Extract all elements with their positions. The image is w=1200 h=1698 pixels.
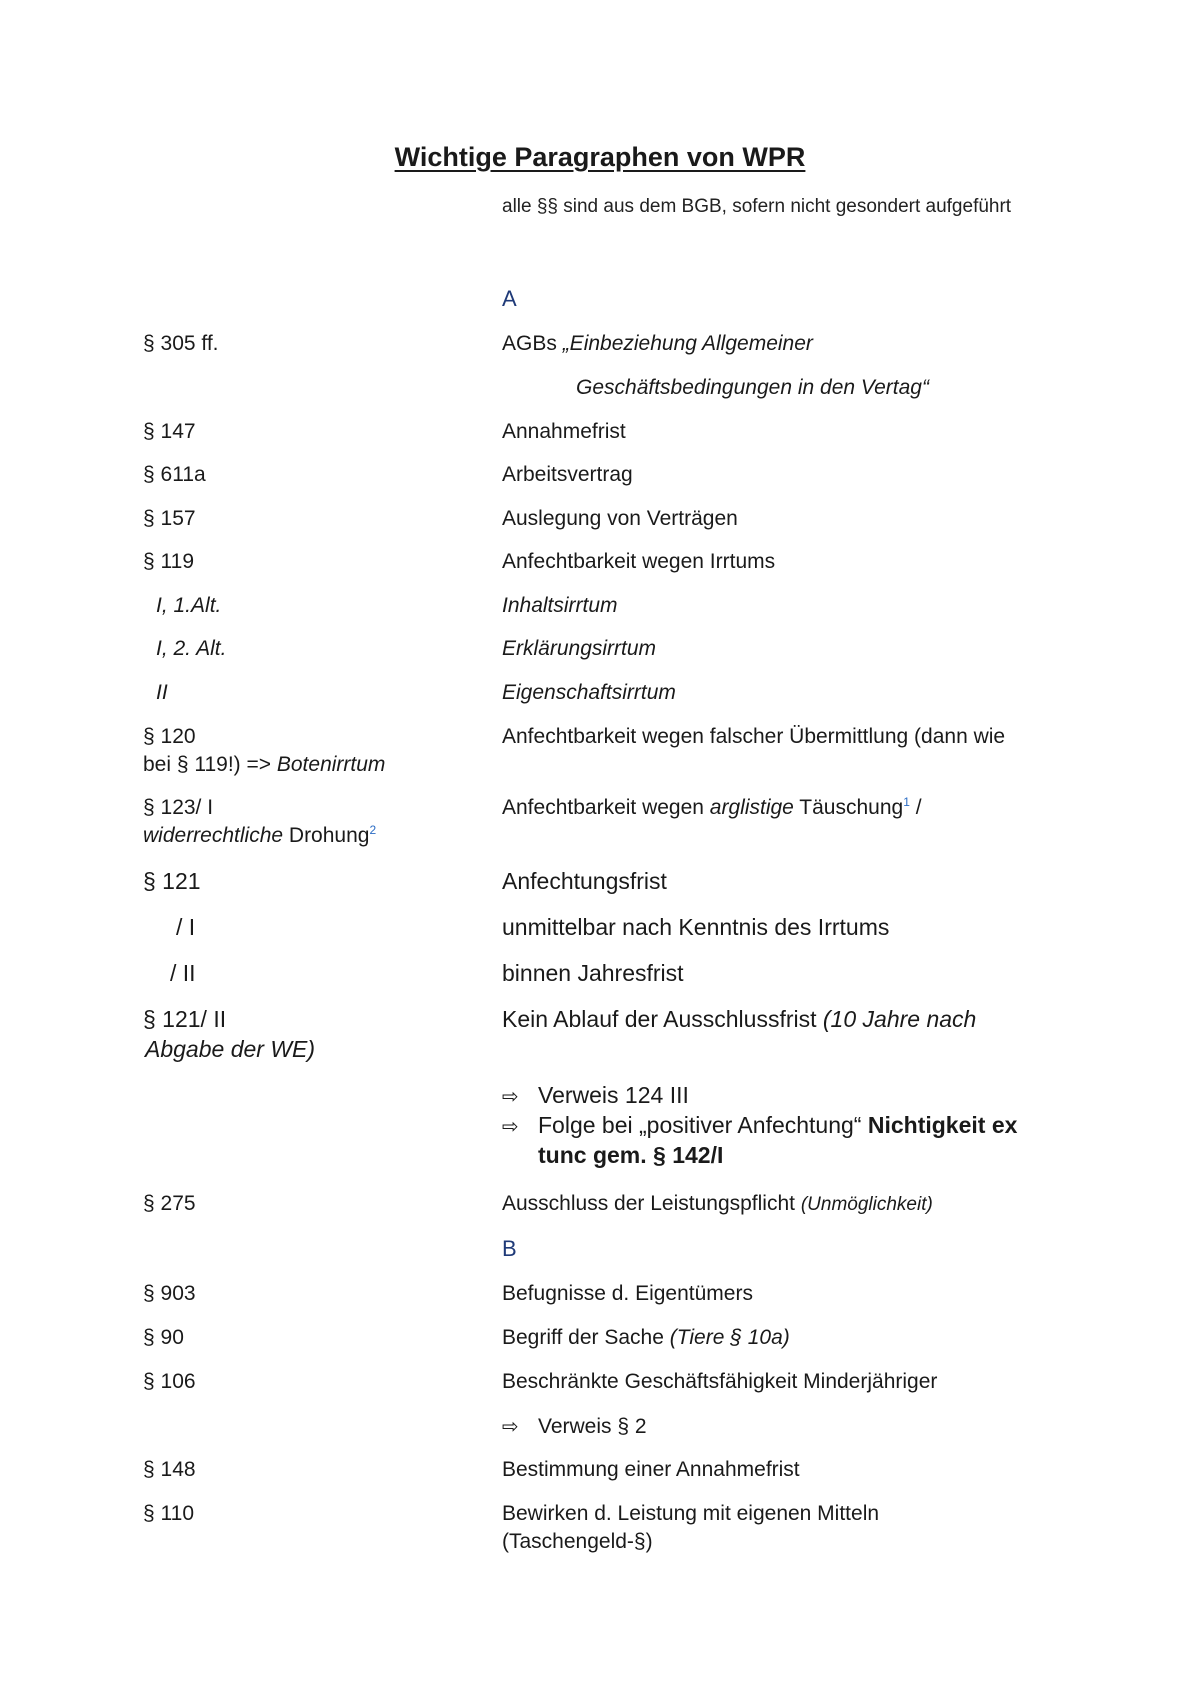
paragraph-desc: Erklärungsirrtum bbox=[502, 637, 657, 660]
paragraph-ref: § 147 bbox=[143, 420, 196, 443]
paragraph-desc: Eigenschaftsirrtum bbox=[502, 681, 676, 704]
paragraph-ref: § 275 bbox=[143, 1192, 196, 1215]
paragraph-ref: § 611a bbox=[143, 463, 206, 486]
paragraph-desc-cont: widerrechtliche Drohung$^2$ bbox=[143, 823, 377, 847]
paragraph-desc: Kein Ablauf der Ausschlussfrist (10 Jahre nach bbox=[502, 1006, 977, 1032]
paragraph-desc: Begriff der Sache (Tiere § 10a) bbox=[502, 1326, 790, 1349]
paragraph-desc: Arbeitsvertrag bbox=[502, 463, 633, 486]
paragraph-sub-ref: / I bbox=[176, 914, 196, 940]
arrow-right-icon: ⇨ bbox=[502, 1086, 519, 1108]
paragraph-desc-cont: Abgabe der WE) bbox=[145, 1036, 316, 1062]
paragraph-desc: Inhaltsirrtum bbox=[502, 594, 618, 617]
paragraph-desc-cont: (Taschengeld-§) bbox=[502, 1530, 653, 1553]
section-letter-b: B bbox=[502, 1236, 517, 1261]
paragraph-ref: § 305 ff. bbox=[143, 332, 219, 355]
bullet-item: ⇨ Folge bei „positiver Anfechtung“ Nichtigkeit ex bbox=[502, 1112, 1018, 1138]
paragraph-desc: Ausschluss der Leistungspflicht (Unmöglichkeit) bbox=[502, 1192, 933, 1215]
footnote-marker: 2 bbox=[369, 823, 377, 837]
paragraph-ref: § 157 bbox=[143, 507, 196, 530]
paragraph-desc: Bewirken d. Leistung mit eigenen Mitteln bbox=[502, 1502, 880, 1525]
paragraph-ref: § 903 bbox=[143, 1282, 196, 1305]
paragraph-desc: unmittelbar nach Kenntnis des Irrtums bbox=[502, 914, 890, 940]
paragraph-desc: Anfechtungsfrist bbox=[502, 868, 667, 894]
paragraph-desc: Anfechtbarkeit wegen Irrtums bbox=[502, 550, 776, 573]
bullet-item: ⇨ Verweis § 2 bbox=[502, 1415, 647, 1438]
paragraph-sub-ref: II bbox=[156, 681, 168, 704]
paragraph-desc: Anfechtbarkeit wegen arglistige Täuschung$^1$ / bbox=[502, 795, 922, 819]
paragraph-desc: Anfechtbarkeit wegen falscher Übermittlung (dann wie bbox=[502, 725, 1006, 748]
paragraph-ref: § 119 bbox=[143, 550, 194, 573]
paragraph-desc: Annahmefrist bbox=[502, 420, 626, 443]
arrow-right-icon: ⇨ bbox=[502, 1116, 519, 1138]
footnote-marker: 1 bbox=[903, 795, 910, 809]
paragraph-sub-ref: / II bbox=[170, 960, 196, 986]
paragraph-desc-cont: Geschäftsbedingungen in den Vertag“ bbox=[576, 376, 929, 399]
paragraph-desc: AGBs „Einbeziehung Allgemeiner bbox=[502, 332, 813, 355]
arrow-right-icon: ⇨ bbox=[502, 1416, 519, 1438]
paragraph-desc: Befugnisse d. Eigentümers bbox=[502, 1282, 753, 1305]
bullet-item-cont: tunc gem. § 142/I bbox=[538, 1142, 724, 1168]
paragraph-ref: § 120 bbox=[143, 725, 196, 748]
paragraph-desc: binnen Jahresfrist bbox=[502, 960, 684, 986]
paragraph-ref: § 106 bbox=[143, 1370, 196, 1393]
paragraph-ref: § 121/ II bbox=[143, 1006, 227, 1032]
page-title: Wichtige Paragraphen von WPR bbox=[394, 142, 806, 172]
paragraph-ref: § 148 bbox=[143, 1458, 196, 1481]
paragraph-desc-cont: bei § 119!) => Botenirrtum bbox=[143, 753, 386, 776]
paragraph-sub-ref: I, 2. Alt. bbox=[156, 637, 227, 660]
bullet-item: ⇨ Verweis 124 III bbox=[502, 1082, 689, 1108]
paragraph-ref: § 90 bbox=[143, 1326, 184, 1349]
paragraph-ref: § 110 bbox=[143, 1502, 194, 1525]
section-letter-a: A bbox=[502, 286, 517, 311]
paragraph-desc: Beschränkte Geschäftsfähigkeit Minderjähriger bbox=[502, 1370, 938, 1393]
paragraph-sub-ref: I, 1.Alt. bbox=[156, 594, 222, 617]
paragraph-ref: § 121 bbox=[143, 868, 201, 894]
paragraph-desc: Bestimmung einer Annahmefrist bbox=[502, 1458, 800, 1481]
paragraph-ref: § 123/ I bbox=[143, 796, 214, 819]
paragraph-desc: Auslegung von Verträgen bbox=[502, 507, 738, 530]
subtitle: alle §§ sind aus dem BGB, sofern nicht gesondert aufgeführt bbox=[502, 196, 1012, 217]
